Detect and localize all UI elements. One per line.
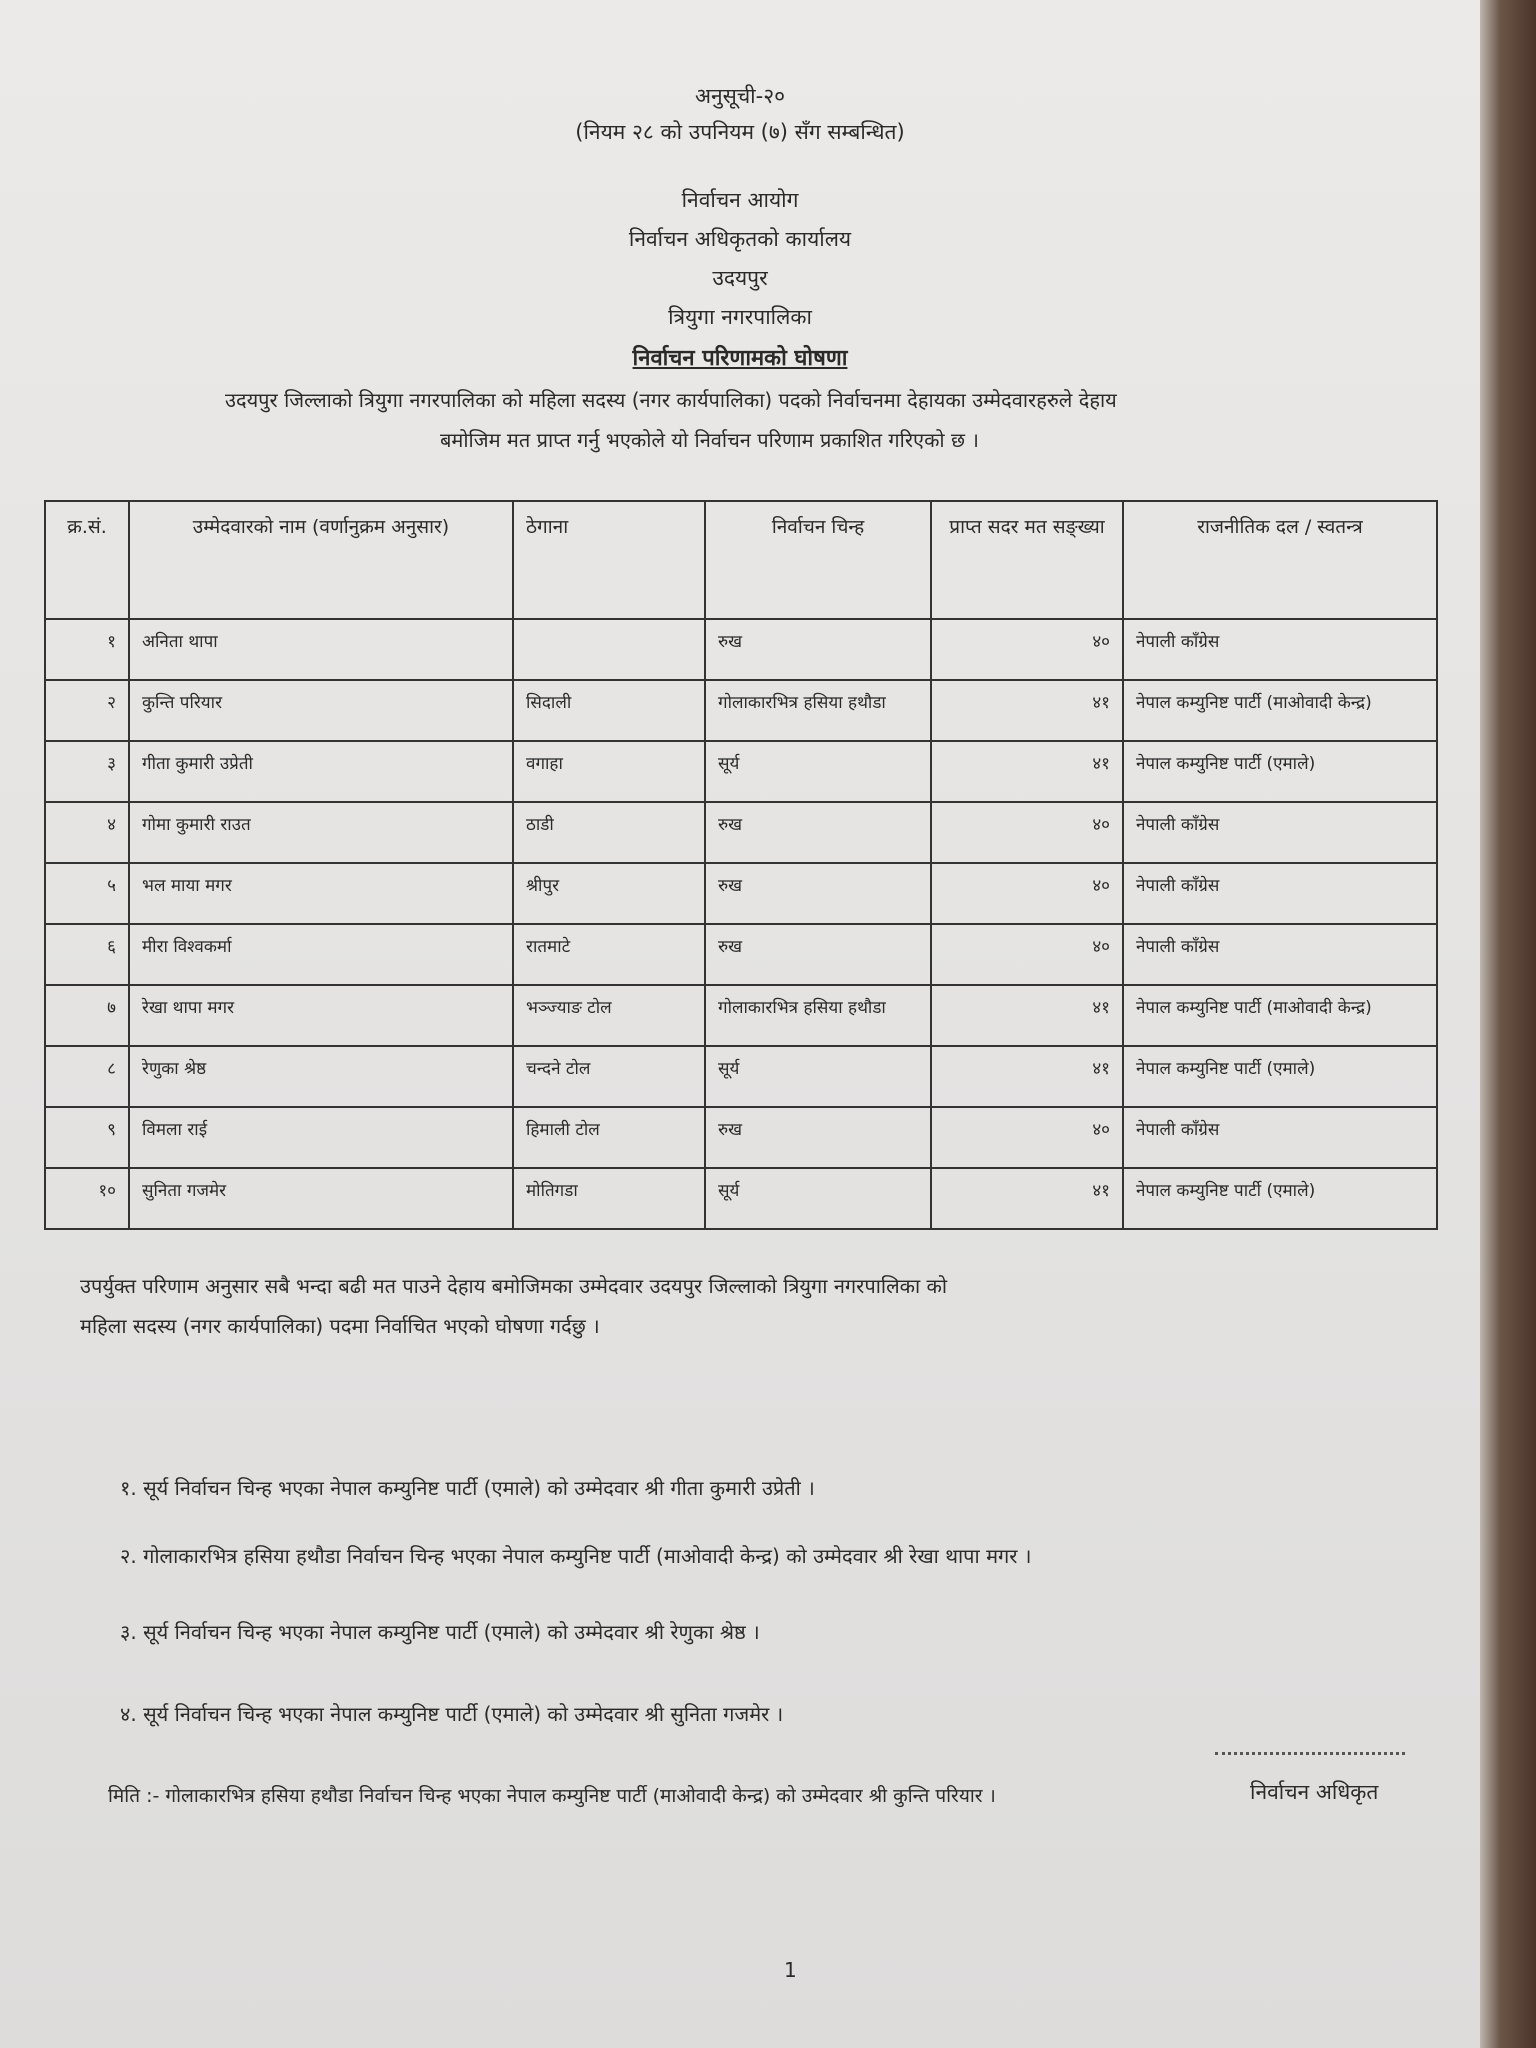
cell-candidate-name: रेणुका श्रेष्ठ — [129, 1046, 513, 1107]
intro-line-2: बमोजिम मत प्राप्त गर्नु भएकोले यो निर्वाचन परिणाम प्रकाशित गरिएको छ । — [440, 428, 979, 452]
cell-serial-number: ५ — [45, 863, 129, 924]
cell-election-symbol: गोलाकारभित्र हसिया हथौडा — [705, 985, 931, 1046]
municipality-name: त्रियुगा नगरपालिका — [668, 305, 812, 329]
table-row — [45, 1107, 1437, 1168]
cell-election-symbol: सूर्य — [705, 1168, 931, 1229]
cell-candidate-name: कुन्ति परियार — [129, 680, 513, 741]
table-row — [45, 741, 1437, 802]
cell-party: नेपाली काँग्रेस — [1123, 863, 1437, 924]
cell-serial-number: ९ — [45, 1107, 129, 1168]
declaration-line-2: महिला सदस्य (नगर कार्यपालिका) पदमा निर्वाचित भएको घोषणा गर्दछु । — [80, 1314, 600, 1338]
cell-election-symbol: रुख — [705, 924, 931, 985]
background-surface — [1476, 0, 1536, 2048]
cell-valid-votes: ४१ — [931, 1046, 1123, 1107]
cell-election-symbol: गोलाकारभित्र हसिया हथौडा — [705, 680, 931, 741]
table-row — [45, 1046, 1437, 1107]
cell-party: नेपाल कम्युनिष्ट पार्टी (एमाले) — [1123, 741, 1437, 802]
cell-party: नेपाल कम्युनिष्ट पार्टी (एमाले) — [1123, 1046, 1437, 1107]
signature-line — [1215, 1752, 1405, 1755]
header-election-symbol: निर्वाचन चिन्ह — [705, 501, 931, 619]
date-line: मिति :- गोलाकारभित्र हसिया हथौडा निर्वाचन चिन्ह भएका नेपाल कम्युनिष्ट पार्टी (माओवादी केन्द्र) को उम्मेदवार श्री कुन्ति परियार । — [108, 1785, 996, 1807]
cell-valid-votes: ४१ — [931, 741, 1123, 802]
table-row — [45, 802, 1437, 863]
cell-address: मोतिगडा — [513, 1168, 705, 1229]
cell-address: ठाडी — [513, 802, 705, 863]
cell-valid-votes: ४० — [931, 863, 1123, 924]
intro-line-1: उदयपुर जिल्लाको त्रियुगा नगरपालिका को महिला सदस्य (नगर कार्यपालिका) पदको निर्वाचनमा देहायका उम्मेदवारहरुले देहाय — [225, 388, 1117, 412]
cell-candidate-name: अनिता थापा — [129, 619, 513, 680]
cell-valid-votes: ४० — [931, 1107, 1123, 1168]
cell-serial-number: २ — [45, 680, 129, 741]
winner-item-4: ४. सूर्य निर्वाचन चिन्ह भएका नेपाल कम्युनिष्ट पार्टी (एमाले) को उम्मेदवार श्री सुनिता गजमेर । — [120, 1702, 784, 1726]
header-valid-votes: प्राप्त सदर मत सङ्ख्या — [931, 501, 1123, 619]
signature-label: निर्वाचन अधिकृत — [1250, 1780, 1379, 1804]
cell-serial-number: १० — [45, 1168, 129, 1229]
cell-candidate-name: विमला राई — [129, 1107, 513, 1168]
header-candidate-name: उम्मेदवारको नाम (वर्णानुक्रम अनुसार) — [129, 501, 513, 619]
table-row — [45, 619, 1437, 680]
cell-candidate-name: रेखा थापा मगर — [129, 985, 513, 1046]
cell-valid-votes: ४० — [931, 924, 1123, 985]
cell-address: श्रीपुर — [513, 863, 705, 924]
table-row — [45, 680, 1437, 741]
cell-serial-number: ६ — [45, 924, 129, 985]
cell-party: नेपाल कम्युनिष्ट पार्टी (माओवादी केन्द्र) — [1123, 985, 1437, 1046]
table-row — [45, 924, 1437, 985]
header-serial-number: क्र.सं. — [45, 501, 129, 619]
results-table — [44, 500, 1438, 1230]
cell-valid-votes: ४१ — [931, 1168, 1123, 1229]
page-number: 1 — [784, 1958, 797, 1982]
cell-valid-votes: ४० — [931, 619, 1123, 680]
cell-candidate-name: मीरा विश्वकर्मा — [129, 924, 513, 985]
cell-candidate-name: गीता कुमारी उप्रेती — [129, 741, 513, 802]
cell-party: नेपाल कम्युनिष्ट पार्टी (माओवादी केन्द्र) — [1123, 680, 1437, 741]
schedule-label: अनुसूची-२० — [694, 84, 786, 108]
cell-valid-votes: ४१ — [931, 680, 1123, 741]
district-name: उदयपुर — [712, 266, 768, 290]
declaration-line-1: उपर्युक्त परिणाम अनुसार सबै भन्दा बढी मत पाउने देहाय बमोजिमका उम्मेदवार उदयपुर जिल्लाको त्रियुगा नगरपालिका को — [80, 1274, 948, 1298]
cell-candidate-name: गोमा कुमारी राउत — [129, 802, 513, 863]
cell-election-symbol: रुख — [705, 619, 931, 680]
cell-candidate-name: भल माया मगर — [129, 863, 513, 924]
cell-party: नेपाली काँग्रेस — [1123, 619, 1437, 680]
cell-serial-number: ४ — [45, 802, 129, 863]
page-title: निर्वाचन परिणामको घोषणा — [632, 346, 848, 371]
cell-address — [513, 619, 705, 680]
cell-serial-number: ३ — [45, 741, 129, 802]
cell-party: नेपाली काँग्रेस — [1123, 802, 1437, 863]
rule-reference: (नियम २८ को उपनियम (७) सँग सम्बन्धित) — [575, 120, 905, 144]
cell-address: सिदाली — [513, 680, 705, 741]
header-address: ठेगाना — [513, 501, 705, 619]
cell-election-symbol: रुख — [705, 802, 931, 863]
organization-name: निर्वाचन आयोग — [681, 188, 799, 212]
cell-address: रातमाटे — [513, 924, 705, 985]
cell-address: वगाहा — [513, 741, 705, 802]
cell-party: नेपाल कम्युनिष्ट पार्टी (एमाले) — [1123, 1168, 1437, 1229]
cell-election-symbol: रुख — [705, 1107, 931, 1168]
cell-election-symbol: सूर्य — [705, 1046, 931, 1107]
header-party: राजनीतिक दल / स्वतन्त्र — [1123, 501, 1437, 619]
cell-serial-number: ८ — [45, 1046, 129, 1107]
table-header-row — [45, 501, 1437, 619]
winner-item-1: १. सूर्य निर्वाचन चिन्ह भएका नेपाल कम्युनिष्ट पार्टी (एमाले) को उम्मेदवार श्री गीता कुमारी उप्रेती । — [120, 1476, 815, 1500]
table-row — [45, 985, 1437, 1046]
cell-address: चन्दने टोल — [513, 1046, 705, 1107]
office-name: निर्वाचन अधिकृतको कार्यालय — [628, 227, 852, 251]
cell-serial-number: १ — [45, 619, 129, 680]
cell-party: नेपाली काँग्रेस — [1123, 1107, 1437, 1168]
cell-serial-number: ७ — [45, 985, 129, 1046]
cell-valid-votes: ४० — [931, 802, 1123, 863]
cell-party: नेपाली काँग्रेस — [1123, 924, 1437, 985]
cell-election-symbol: रुख — [705, 863, 931, 924]
cell-valid-votes: ४१ — [931, 985, 1123, 1046]
cell-address: हिमाली टोल — [513, 1107, 705, 1168]
table-row — [45, 1168, 1437, 1229]
winner-item-2: २. गोलाकारभित्र हसिया हथौडा निर्वाचन चिन्ह भएका नेपाल कम्युनिष्ट पार्टी (माओवादी केन्द्र) को उम्मेदवार श्री रेखा थापा मगर । — [120, 1544, 1032, 1568]
cell-election-symbol: सूर्य — [705, 741, 931, 802]
cell-address: भञ्ज्याङ टोल — [513, 985, 705, 1046]
winner-item-3: ३. सूर्य निर्वाचन चिन्ह भएका नेपाल कम्युनिष्ट पार्टी (एमाले) को उम्मेदवार श्री रेणुका श्रेष्ठ । — [120, 1620, 760, 1644]
table-row — [45, 863, 1437, 924]
cell-candidate-name: सुनिता गजमेर — [129, 1168, 513, 1229]
